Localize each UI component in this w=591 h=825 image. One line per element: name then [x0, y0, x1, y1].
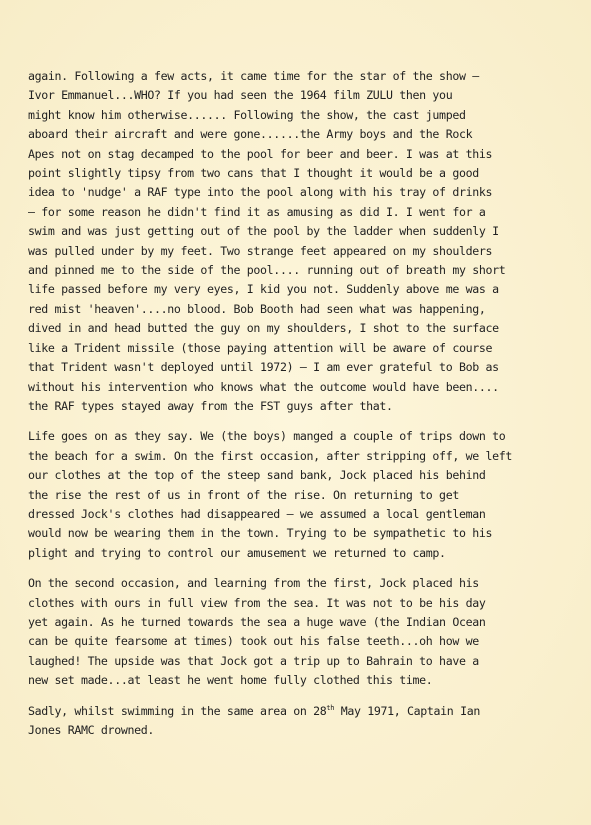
text-line: On the second occasion, and learning from the first, Jock placed his [28, 576, 479, 591]
text-segment: Sadly, whilst swimming in the same area on 28 [28, 703, 327, 718]
text-line: life passed before my very eyes, I kid you not. Suddenly above me was a [28, 282, 499, 297]
text-line: red mist 'heaven'....no blood. Bob Booth had seen what was happening, [28, 301, 486, 316]
text-line: dressed Jock's clothes had disappeared – we assumed a local gentleman [28, 506, 486, 521]
text-line: the RAF types stayed away from the FST guys after that. [28, 398, 393, 413]
text-segment: May 1971, Captain Ian [334, 703, 480, 718]
text-line: Ivor Emmanuel...WHO? If you had seen the 1964 film ZULU then you [28, 88, 453, 103]
text-line: aboard their aircraft and were gone......the Army boys and the Rock [28, 127, 473, 142]
text-line: Life goes on as they say. We (the boys) manged a couple of trips down to [28, 429, 506, 444]
text-line: and pinned me to the side of the pool.... running out of breath my short [28, 263, 506, 278]
text-line: yet again. As he turned towards the sea a huge wave (the Indian Ocean [28, 614, 486, 629]
text-line: new set made...at least he went home fully clothed this time. [28, 673, 433, 688]
paragraph-beach-clothes [28, 427, 567, 563]
paragraph-pool-incident [28, 67, 567, 416]
text-line: – for some reason he didn't find it as amusing as did I. I went for a [28, 204, 486, 219]
text-line: Apes not on stag decamped to the pool for beer and beer. I was at this [28, 146, 493, 161]
text-line: the beach for a swim. On the first occasion, after stripping off, we left [28, 448, 512, 463]
text-line: would now be wearing them in the town. Trying to be sympathetic to his [28, 526, 493, 541]
text-line: point slightly tipsy from two cans that I thought it would be a good [28, 166, 479, 181]
text-line: laughed! The upside was that Jock got a trip up to Bahrain to have a [28, 653, 479, 668]
text-line: like a Trident missile (those paying attention will be aware of course [28, 340, 493, 355]
text-line: our clothes at the top of the steep sand bank, Jock placed his behind [28, 468, 486, 483]
text-line [28, 702, 567, 721]
paragraph-drowning [28, 702, 567, 741]
ordinal-suffix: th [326, 703, 335, 712]
text-line: swim and was just getting out of the pool by the ladder when suddenly I [28, 224, 499, 239]
text-line: again. Following a few acts, it came time for the star of the show – [28, 69, 479, 83]
text-line: was pulled under by my feet. Two strange feet appeared on my shoulders [28, 243, 493, 258]
text-line: without his intervention who knows what the outcome would have been.... [28, 379, 499, 394]
paragraph-false-teeth [28, 574, 567, 690]
text-line: dived in and head butted the guy on my shoulders, I shot to the surface [28, 321, 499, 336]
text-line: Jones RAMC drowned. [28, 723, 154, 737]
text-line: can be quite fearsome at times) took out his false teeth...oh how we [28, 634, 479, 649]
text-line: clothes with ours in full view from the sea. It was not to be his day [28, 595, 486, 610]
text-line: idea to 'nudge' a RAF type into the pool along with his tray of drinks [28, 185, 493, 200]
text-line: plight and trying to control our amusement we returned to camp. [28, 545, 446, 560]
text-line: might know him otherwise...... Following the show, the cast jumped [28, 107, 466, 122]
text-line: the rise the rest of us in front of the rise. On returning to get [28, 487, 459, 502]
text-line: that Trident wasn't deployed until 1972) – I am ever grateful to Bob as [28, 360, 499, 375]
